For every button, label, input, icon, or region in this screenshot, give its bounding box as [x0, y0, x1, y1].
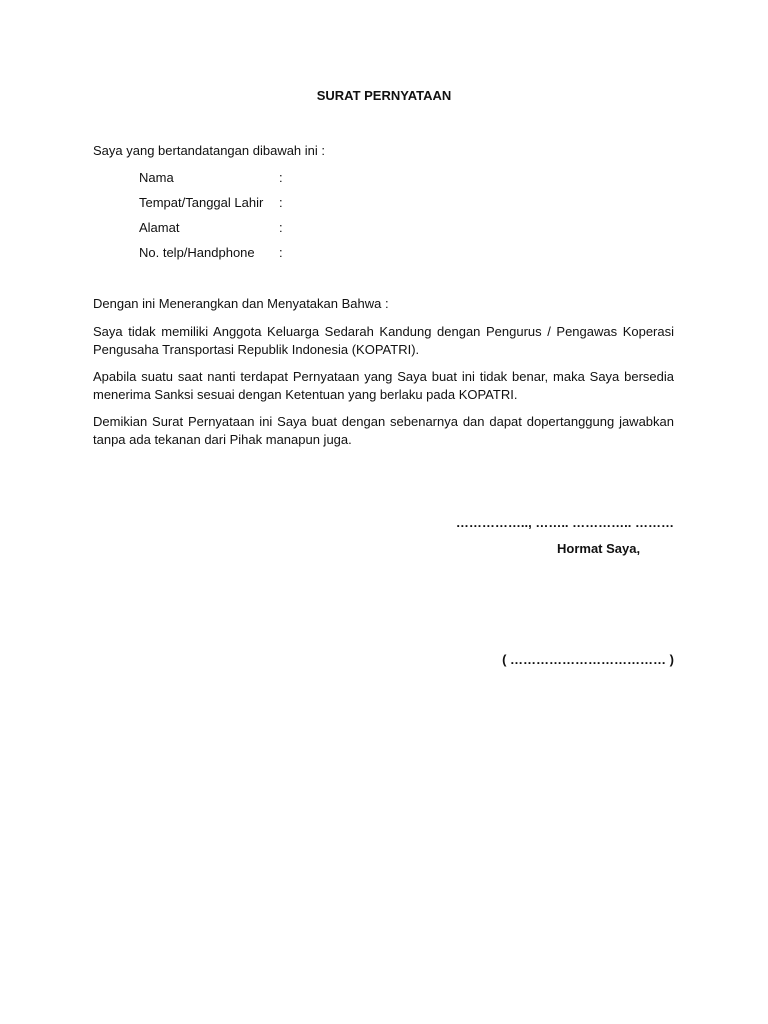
- field-separator: :: [279, 170, 283, 185]
- intro-text: Saya yang bertandatangan dibawah ini :: [93, 143, 326, 158]
- field-label-tempat-tanggal-lahir: Tempat/Tanggal Lahir: [139, 195, 264, 210]
- signature-placeholder: ( ……………………………… ): [502, 652, 674, 667]
- paragraph-line: Apabila suatu saat nanti terdapat Pernyataan yang Saya buat ini tidak benar, maka Saya bersedia: [93, 369, 674, 384]
- paragraph-line: menerima Sanksi sesuai dengan Ketentuan yang berlaku pada KOPATRI.: [93, 387, 518, 402]
- field-label-alamat: Alamat: [139, 220, 180, 235]
- field-separator: :: [279, 220, 283, 235]
- field-separator: :: [279, 195, 283, 210]
- field-separator: :: [279, 245, 283, 260]
- field-label-telp-handphone: No. telp/Handphone: [139, 245, 255, 260]
- place-date-placeholder: …………….., …….. ………….. ………: [455, 515, 674, 530]
- paragraph-line: Demikian Surat Pernyataan ini Saya buat dengan sebenarnya dan dapat dopertanggung jawabkan: [93, 414, 674, 429]
- field-label-nama: Nama: [139, 170, 174, 185]
- paragraph-line: tanpa ada tekanan dari Pihak manapun juga.: [93, 432, 352, 447]
- statement-heading: Dengan ini Menerangkan dan Menyatakan Bahwa :: [93, 296, 389, 311]
- closing-text: Hormat Saya,: [557, 541, 641, 556]
- paragraph-line: Saya tidak memiliki Anggota Keluarga Sedarah Kandung dengan Pengurus / Pengawas Koperasi: [93, 324, 674, 339]
- document-title: SURAT PERNYATAAN: [316, 88, 452, 103]
- paragraph-line: Pengusaha Transportasi Republik Indonesia (KOPATRI).: [93, 342, 420, 357]
